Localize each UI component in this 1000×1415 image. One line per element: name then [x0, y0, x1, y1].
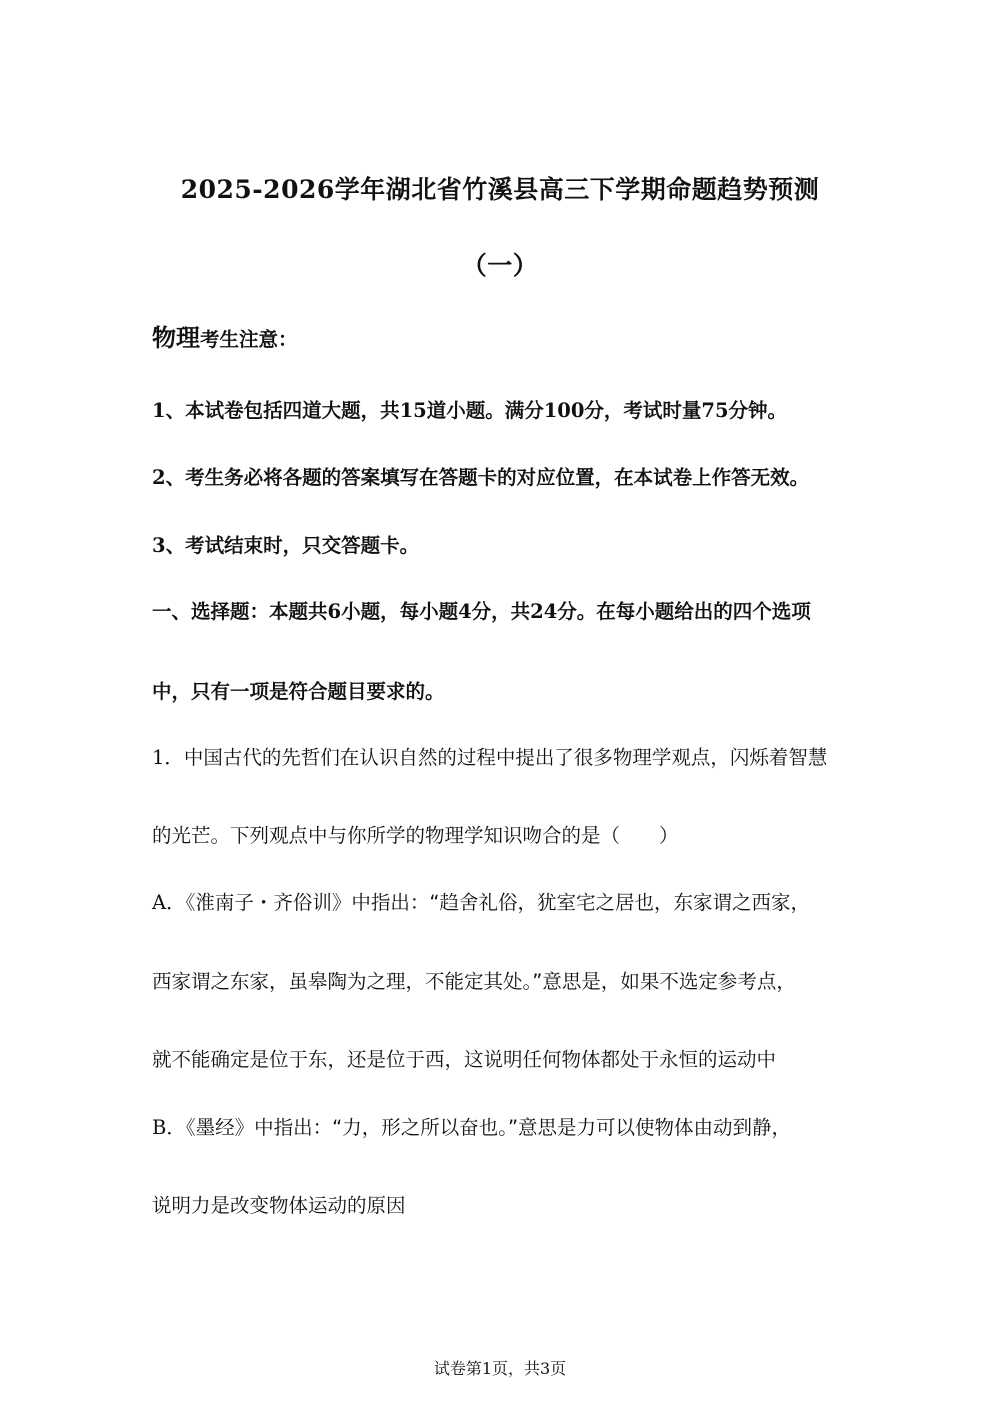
question1-option-a-line2: 西家谓之东家，虽皋陶为之理，不能定其处。”意思是，如果不选定参考点，: [152, 970, 796, 993]
question1-stem-line2: 的光芒。下列观点中与你所学的物理学知识吻合的是（ ）: [152, 824, 679, 847]
notice-item-1: 1、本试卷包括四道大题，共15道小题。满分100分，考试时量75分钟。: [152, 399, 788, 422]
notice-item-3: 3、考试结束时，只交答题卡。: [152, 534, 420, 557]
question1-option-b-line2: 说明力是改变物体运动的原因: [152, 1194, 406, 1217]
page-footer: 试卷第1页，共3页: [433, 1359, 567, 1378]
question1-option-b-line1: [152, 1112, 872, 1140]
notice-heading: 考生注意：: [200, 328, 298, 351]
option-b-text: 《墨经》中指出：“力，形之所以奋也。”意思是力可以使物体由动到静，: [185, 1116, 792, 1139]
question1-stem-text: 中国古代的先哲们在认识自然的过程中提出了很多物理学观点，闪烁着智慧: [183, 746, 828, 769]
exam-title-number: （一）: [461, 251, 539, 280]
subject-line: [152, 318, 872, 353]
subject-label: 物理: [152, 323, 200, 352]
question1-number: 1．: [152, 746, 184, 769]
section1-instructions-line2: 中，只有一项是符合题目要求的。: [152, 680, 445, 703]
question1-option-a-line1: [152, 887, 872, 915]
option-a-text: 《淮南子・齐俗训》中指出：“趋舍礼俗，犹室宅之居也，东家谓之西家，: [185, 891, 810, 914]
exam-title: 2025-2026学年湖北省竹溪县高三下学期命题趋势预测: [180, 175, 820, 204]
notice-item-2: 2、考生务必将各题的答案填写在答题卡的对应位置，在本试卷上作答无效。: [152, 466, 810, 489]
question1-option-a-line3: 就不能确定是位于东，还是位于西，这说明任何物体都处于永恒的运动中: [152, 1048, 777, 1071]
option-b-label: B．: [152, 1116, 186, 1139]
option-a-label: A．: [152, 891, 186, 914]
section1-instructions-line1: 一、选择题：本题共6小题，每小题4分，共24分。在每小题给出的四个选项: [152, 600, 811, 623]
question1-stem-line1: [152, 742, 872, 770]
